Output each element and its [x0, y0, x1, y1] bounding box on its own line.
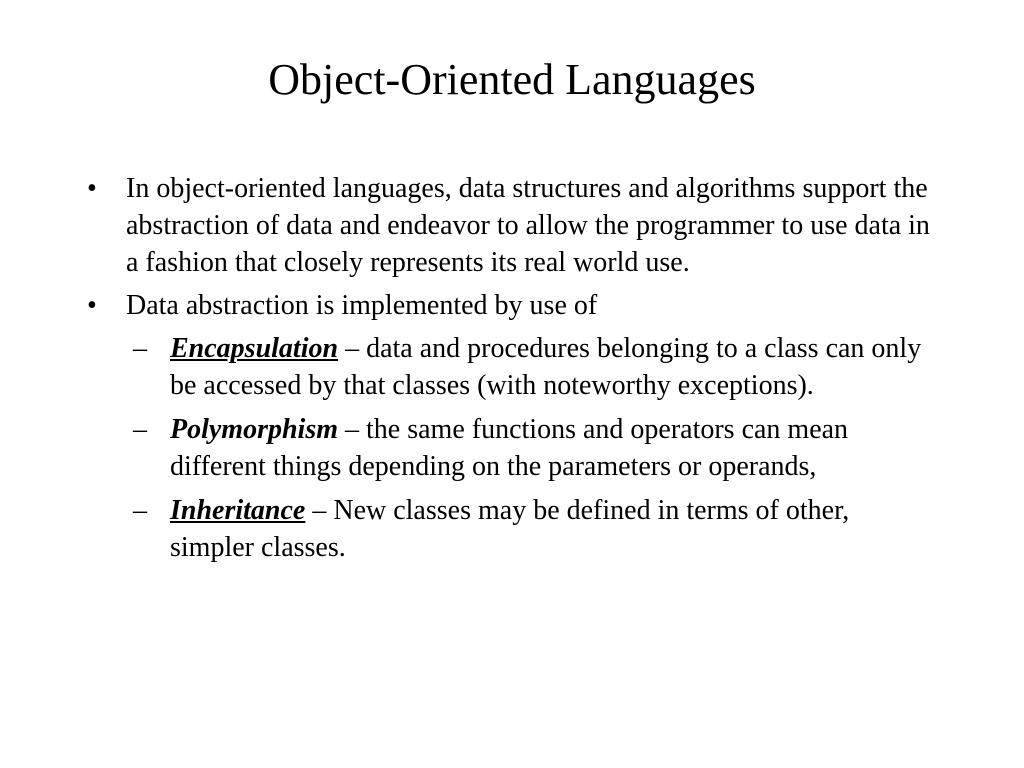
- term-inheritance: Inheritance: [170, 495, 306, 526]
- bullet-text: In object-oriented languages, data structures and algorithms support the abstraction of data and endeavor to allow the programmer to use data in a fashion that closely represents its real world use.: [126, 173, 930, 278]
- slide-body: [0, 170, 1024, 573]
- dash-icon: –: [133, 333, 147, 364]
- bullet-icon: •: [87, 173, 97, 204]
- bullet-icon: •: [87, 290, 97, 321]
- bullet-item: [87, 170, 936, 281]
- sub-bullet-item: [133, 492, 940, 566]
- sub-bullet-item: [133, 330, 940, 404]
- dash-icon: –: [133, 414, 147, 445]
- bullet-item: [87, 287, 936, 324]
- sub-bullet-item: [133, 411, 940, 485]
- sub-bullet-text: – New classes may be defined in terms of other, simpler classes.: [170, 495, 850, 563]
- sub-bullet-text: – the same functions and operators can mean different things depending on the parameters or operands,: [170, 414, 849, 482]
- dash-icon: –: [133, 495, 147, 526]
- slide-title: Object-Oriented Languages: [268, 55, 756, 104]
- sub-bullet-text: – data and procedures belonging to a class can only be accessed by that classes (with noteworthy exceptions).: [170, 333, 922, 401]
- term-polymorphism: Polymorphism: [170, 414, 339, 445]
- term-encapsulation: Encapsulation: [170, 333, 339, 364]
- bullet-text: Data abstraction is implemented by use of: [126, 290, 598, 321]
